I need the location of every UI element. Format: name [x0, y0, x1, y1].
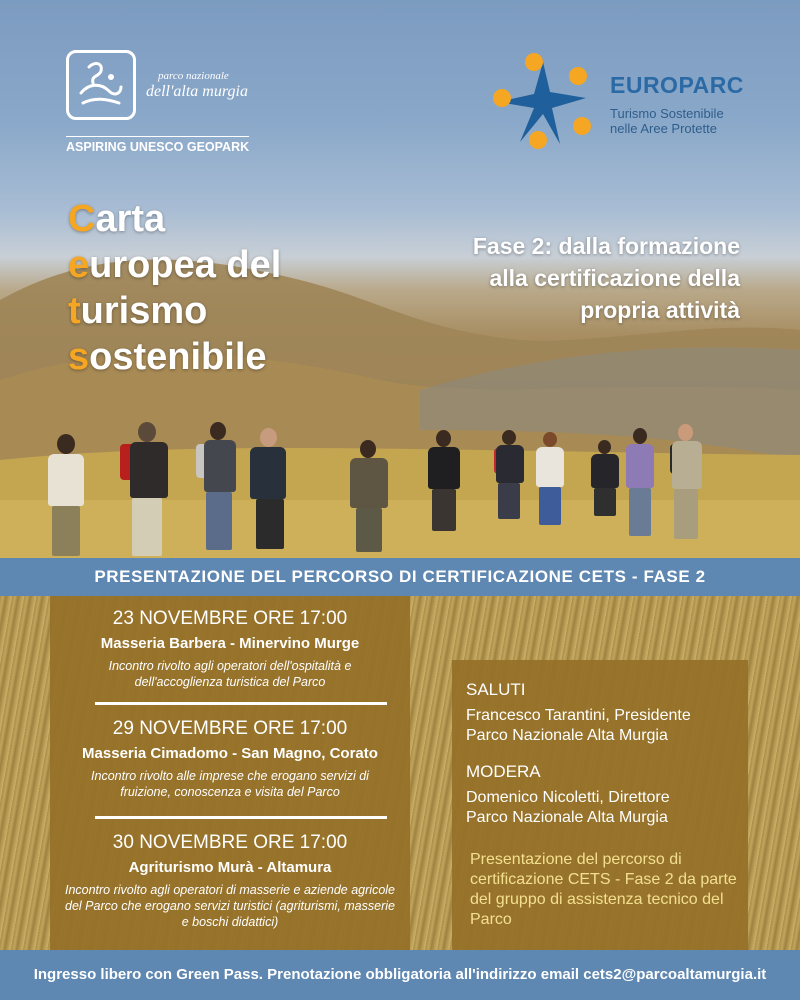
modera-line1: Domenico Nicoletti, Direttore [466, 789, 670, 806]
modera-label: MODERA [466, 762, 541, 781]
headline-line2: uropea del [89, 244, 282, 286]
saluti-line2: Parco Nazionale Alta Murgia [466, 727, 668, 744]
modera-line2: Parco Nazionale Alta Murgia [466, 809, 668, 826]
europarc-subtitle [610, 106, 724, 136]
headline-initial-c: C [68, 198, 96, 240]
logo-text-parco-nazionale: parco nazionale [158, 70, 229, 82]
footer-info: Ingresso libero con Green Pass. Prenotazione obbligatoria all'indirizzo email cets2@parcoaltamurgia.it [0, 950, 800, 1000]
presentation-banner: PRESENTAZIONE DEL PERCORSO DI CERTIFICAZIONE CETS - FASE 2 [0, 558, 800, 596]
headline-line4: ostenibile [89, 336, 267, 378]
headline-initial-s: s [68, 336, 90, 378]
hiker-figure [586, 440, 624, 518]
hiker-figure [196, 422, 242, 552]
saluti-label: SALUTI [466, 680, 526, 699]
alta-murgia-logo-icon [66, 50, 136, 120]
speakers-panel [452, 660, 748, 950]
presentazione-text: Presentazione del percorso di certificazione CETS - Fase 2 da parte del gruppo di assistenza tecnico del Parco [470, 851, 737, 928]
unesco-tagline: ASPIRING UNESCO GEOPARK [66, 136, 249, 154]
hikers-group-image [0, 420, 800, 558]
europarc-star-icon [490, 52, 596, 152]
hiker-figure [118, 422, 174, 558]
modera-text [466, 788, 746, 828]
saluti-text [466, 706, 746, 746]
hiker-figure [344, 440, 394, 554]
event-divider [95, 702, 387, 705]
event-divider [95, 816, 387, 819]
europarc-title: EUROPARC [610, 72, 744, 98]
headline-line3: urismo [80, 290, 208, 332]
hiker-figure [490, 430, 528, 522]
event-location: Masseria Barbera - Minervino Murge [100, 635, 360, 652]
headline-initial-e: e [68, 244, 90, 286]
event-date: 29 NOVEMBRE ORE 17:00 [112, 718, 348, 739]
logo-text-alta-murgia: dell'alta murgia [146, 83, 248, 100]
event-item [50, 608, 410, 690]
cets-headline [68, 196, 281, 380]
event-item [50, 832, 410, 930]
schedule-section [0, 596, 800, 950]
event-item [50, 718, 410, 800]
hiker-figure [620, 428, 660, 540]
fase-subtitle [320, 230, 740, 326]
hiker-figure [244, 428, 294, 552]
hiker-figure [424, 430, 464, 534]
event-description: Incontro rivolto alle imprese che erogano servizi di fruizione, conoscenza e visita del Parco [91, 769, 369, 799]
event-location: Agriturismo Murà - Altamura [128, 859, 332, 876]
fase-line3: propria attività [580, 297, 740, 323]
event-date: 30 NOVEMBRE ORE 17:00 [112, 832, 348, 853]
europarc-logo [490, 52, 770, 152]
headline-initial-t: t [68, 290, 81, 332]
hiker-figure [40, 434, 90, 558]
parco-alta-murgia-logo [66, 50, 256, 154]
event-description: Incontro rivolto agli operatori di masserie e aziende agricole del Parco che erogano servizi turistici (agriturismi, masserie e boschi didattici) [64, 883, 396, 929]
event-description: Incontro rivolto agli operatori dell'ospitalità e dell'accoglienza turistica del Parco [108, 659, 352, 689]
saluti-line1: Francesco Tarantini, Presidente [466, 707, 691, 724]
event-date: 23 NOVEMBRE ORE 17:00 [112, 608, 348, 629]
europarc-subtitle-line2: nelle Aree Protette [610, 121, 717, 136]
fase-line1: Fase 2: dalla formazione [472, 233, 740, 259]
event-location: Masseria Cimadomo - San Magno, Corato [82, 745, 378, 762]
hiker-figure [664, 424, 708, 542]
europarc-subtitle-line1: Turismo Sostenibile [610, 106, 724, 121]
fase-line2: alla certificazione della [489, 265, 740, 291]
headline-line1: arta [95, 198, 166, 240]
events-panel [50, 596, 410, 950]
hiker-figure [530, 432, 570, 528]
